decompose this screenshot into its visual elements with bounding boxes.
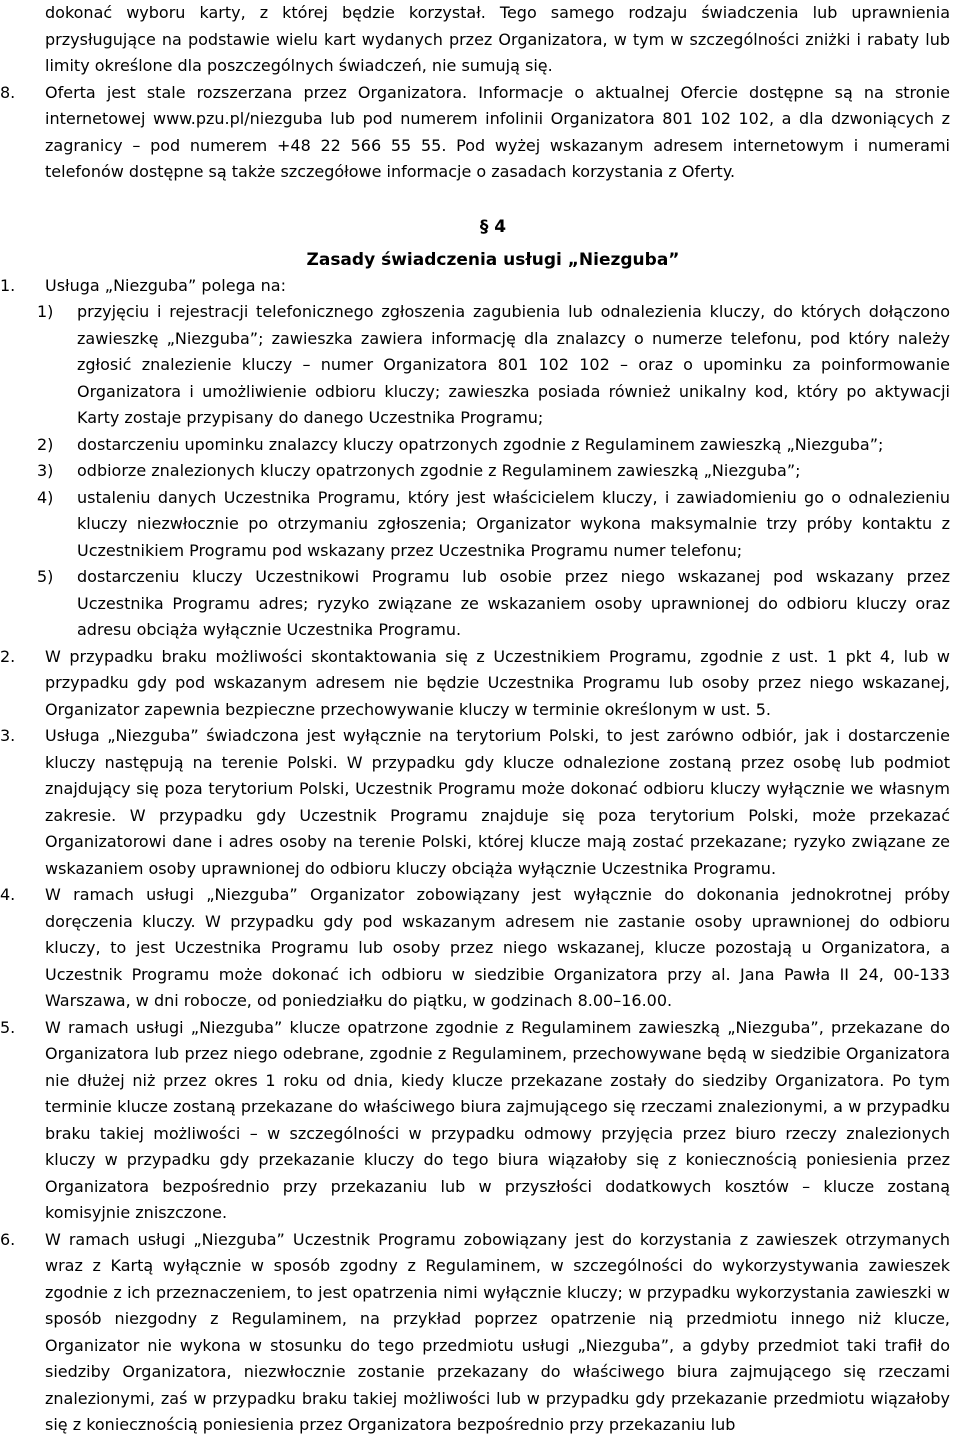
item-text: Oferta jest stale rozszerzana przez Organizatora. Informacje o aktualnej Ofercie dostępne są na stronie internetowej www.pzu.pl/niezguba lub pod numerem infolinii Organizatora 801 102 102, a dla dzwoniących z zagranicy – pod numerem +48 22 566 55 55. Pod wyżej wskazanym adresem internetowym i numerami telefonów dostępne są także szczegółowe informacje o zasadach korzystania z Oferty. <box>45 82 950 181</box>
list-item-4 <box>0 882 950 1015</box>
sub-item-text: odbiorze znalezionych kluczy opatrzonych zgodnie z Regulaminem zawieszką „Niezguba”; <box>77 461 801 480</box>
item-number: 8. <box>0 82 16 102</box>
section-title: Zasady świadczenia usługi „Niezguba” <box>306 249 680 270</box>
item-text: W ramach usługi „Niezguba” klucze opatrzone zgodnie z Regulaminem zawieszką „Niezguba”, przekazane do Organizatora lub przez niego odebrane, zgodnie z Regulaminem, przechowywane będą w siedzibie Organizatora nie dłużej niż przez okres 1 roku od dnia, kiedy klucze przekazane zostały do siedziby Organizatora. Po tym terminie klucze zostaną przekazane do właściwego biura zajmującego się rzeczami znalezionymi, a w przypadku braku takiej możliwości – w szczególności w przypadku odmowy przyjęcia przez biuro rzeczy znalezionych kluczy w przypadku gdy przekazanie kluczy do tego biura wiązałoby się z koniecznością poniesienia przez Organizatora bezpośrednio przy przekazaniu lub w przyszłości dodatkowych kosztów – klucze zostaną komisyjnie zniszczone. <box>45 1017 950 1222</box>
item-text: W ramach usługi „Niezguba” Organizator zobowiązany jest wyłącznie do dokonania jednokrotnej próby doręczenia kluczy. W przypadku gdy pod wskazanym adresem nie zastanie osoby uprawnionej do odbioru kluczy, to jest Uczestnika Programu lub osoby przez niego wskazanej, klucze pozostają u Organizatora, a Uczestnik Programu może dokonać ich odbioru w siedzibie Organizatora przy al. Jana Pawła II 24, 00-133 Warszawa, w dni robocze, od poniedziałku do piątku, w godzinach 8.00–16.00. <box>45 885 950 1010</box>
list-item-3 <box>0 723 950 882</box>
sub-item-text: przyjęciu i rejestracji telefonicznego zgłoszenia zagubienia lub odnalezienia kluczy, do których dołączono zawieszkę „Niezguba”; zawieszka zawiera informację dla znalazcy o numerze telefonu, pod który należy zgłosić znalezienie kluczy – numer Organizatora 801 102 102 – oraz o upominku za poinformowanie Organizatora i umożliwienie odbioru kluczy; zawieszka posiada również unikalny kod, który po aktywacji Karty zostaje przypisany do danego Uczestnika Programu; <box>77 302 950 427</box>
item-number: 5. <box>0 1017 16 1037</box>
sub-item-5 <box>0 564 950 644</box>
continuation-paragraph: dokonać wyboru karty, z której będzie korzystał. Tego samego rodzaju świadczenia lub uprawnienia przysługujące na podstawie wielu kart wydanych przez Organizatora, w tym w szczególności zniżki i rabaty lub limity określone dla poszczególnych świadczeń, nie sumują się. <box>45 3 950 75</box>
sub-item-number: 3) <box>37 461 54 480</box>
item-number: 3. <box>0 726 16 745</box>
item-number: 4. <box>0 885 16 904</box>
sub-item-text: ustaleniu danych Uczestnika Programu, który jest właścicielem kluczy, i zawiadomieniu go o odnalezieniu kluczy niezwłocznie po otrzymaniu zgłoszenia; Organizator wykona maksymalnie trzy próby kontaktu z Uczestnikiem Programu pod wskazany przez Uczestnika Programu numer telefonu; <box>77 487 950 560</box>
sub-item-text: dostarczeniu kluczy Uczestnikowi Programu lub osobie przez niego wskazanej pod wskazany przez Uczestnika Programu adres; ryzyko związane ze wskazaniem osoby uprawnionej do odbioru kluczy oraz adresu obciąża wyłącznie Uczestnika Programu. <box>77 567 950 639</box>
prev-list-item <box>0 80 950 186</box>
sub-item-number: 1) <box>37 302 54 321</box>
list-item-6 <box>0 1227 950 1439</box>
list-item-5 <box>0 1015 950 1227</box>
item-number: 1. <box>0 275 16 295</box>
section-symbol: § 4 <box>479 216 507 237</box>
item-number: 2. <box>0 646 16 666</box>
list-item-1 <box>0 273 950 300</box>
sub-item-number: 5) <box>37 567 54 586</box>
sub-item-number: 4) <box>37 487 54 507</box>
section-heading <box>0 214 950 273</box>
sub-item-2 <box>0 432 950 459</box>
item-text: W ramach usługi „Niezguba” Uczestnik Programu zobowiązany jest do korzystania z zawieszek otrzymanych wraz z Kartą wyłącznie w sposób zgodny z Regulaminem, w szczególności do wykorzystywania zawieszek zgodnie z ich przeznaczeniem, to jest opatrzenia nimi wyłącznie kluczy; w przypadku wykorzystania zawieszki w sposób niezgodny z Regulaminem, na przykład poprzez opatrzenie nią przedmiotu innego niż klucze, Organizator nie wykona w stosunku do tego przedmiotu usługi „Niezguba”, a gdyby przedmiot taki trafił do siedziby Organizatora, niezwłocznie zostanie przekazany do właściwego biura zajmującego się rzeczami znalezionymi, zaś w przypadku braku takiej możliwości lub w przypadku gdy przekazanie przedmiotu wiązałoby się z koniecznością poniesienia przez Organizatora bezpośrednio przy przekazaniu lub <box>45 1229 950 1434</box>
item-text: W przypadku braku możliwości skontaktowania się z Uczestnikiem Programu, zgodnie z ust. 1 pkt 4, lub w przypadku gdy pod wskazanym adresem nie będzie Uczestnika Programu lub osoby przez niego wskazanej, Organizator zapewnia bezpieczne przechowywanie kluczy w terminie określonym w ust. 5. <box>45 646 950 719</box>
sub-item-3 <box>0 458 950 485</box>
item-text: Usługa „Niezguba” świadczona jest wyłącznie na terytorium Polski, to jest zarówno odbiór, jak i dostarczenie kluczy następują na terenie Polski. W przypadku gdy klucze odnalezione zostaną przez osobę lub podmiot znajdujący się poza terytorium Polski, Uczestnik Programu może dokonać odbioru kluczy wyłącznie we własnym zakresie. W przypadku gdy Uczestnik Programu znajduje się poza terytorium Polski, może przekazać Organizatorowi dane i adres osoby na terenie Polski, której klucze mają zostać przekazane; ryzyko związane ze wskazaniem osoby uprawnionej do odbioru kluczy obciąża wyłącznie Uczestnika Programu. <box>45 726 950 878</box>
sub-item-1 <box>0 299 950 432</box>
sub-item-number: 2) <box>37 434 54 454</box>
sub-item-4 <box>0 485 950 565</box>
sub-item-text: dostarczeniu upominku znalazcy kluczy opatrzonych zgodnie z Regulaminem zawieszką „Niezguba”; <box>77 434 884 454</box>
item-text: Usługa „Niezguba” polega na: <box>45 275 286 295</box>
list-item-2 <box>0 644 950 724</box>
item-number: 6. <box>0 1229 16 1249</box>
